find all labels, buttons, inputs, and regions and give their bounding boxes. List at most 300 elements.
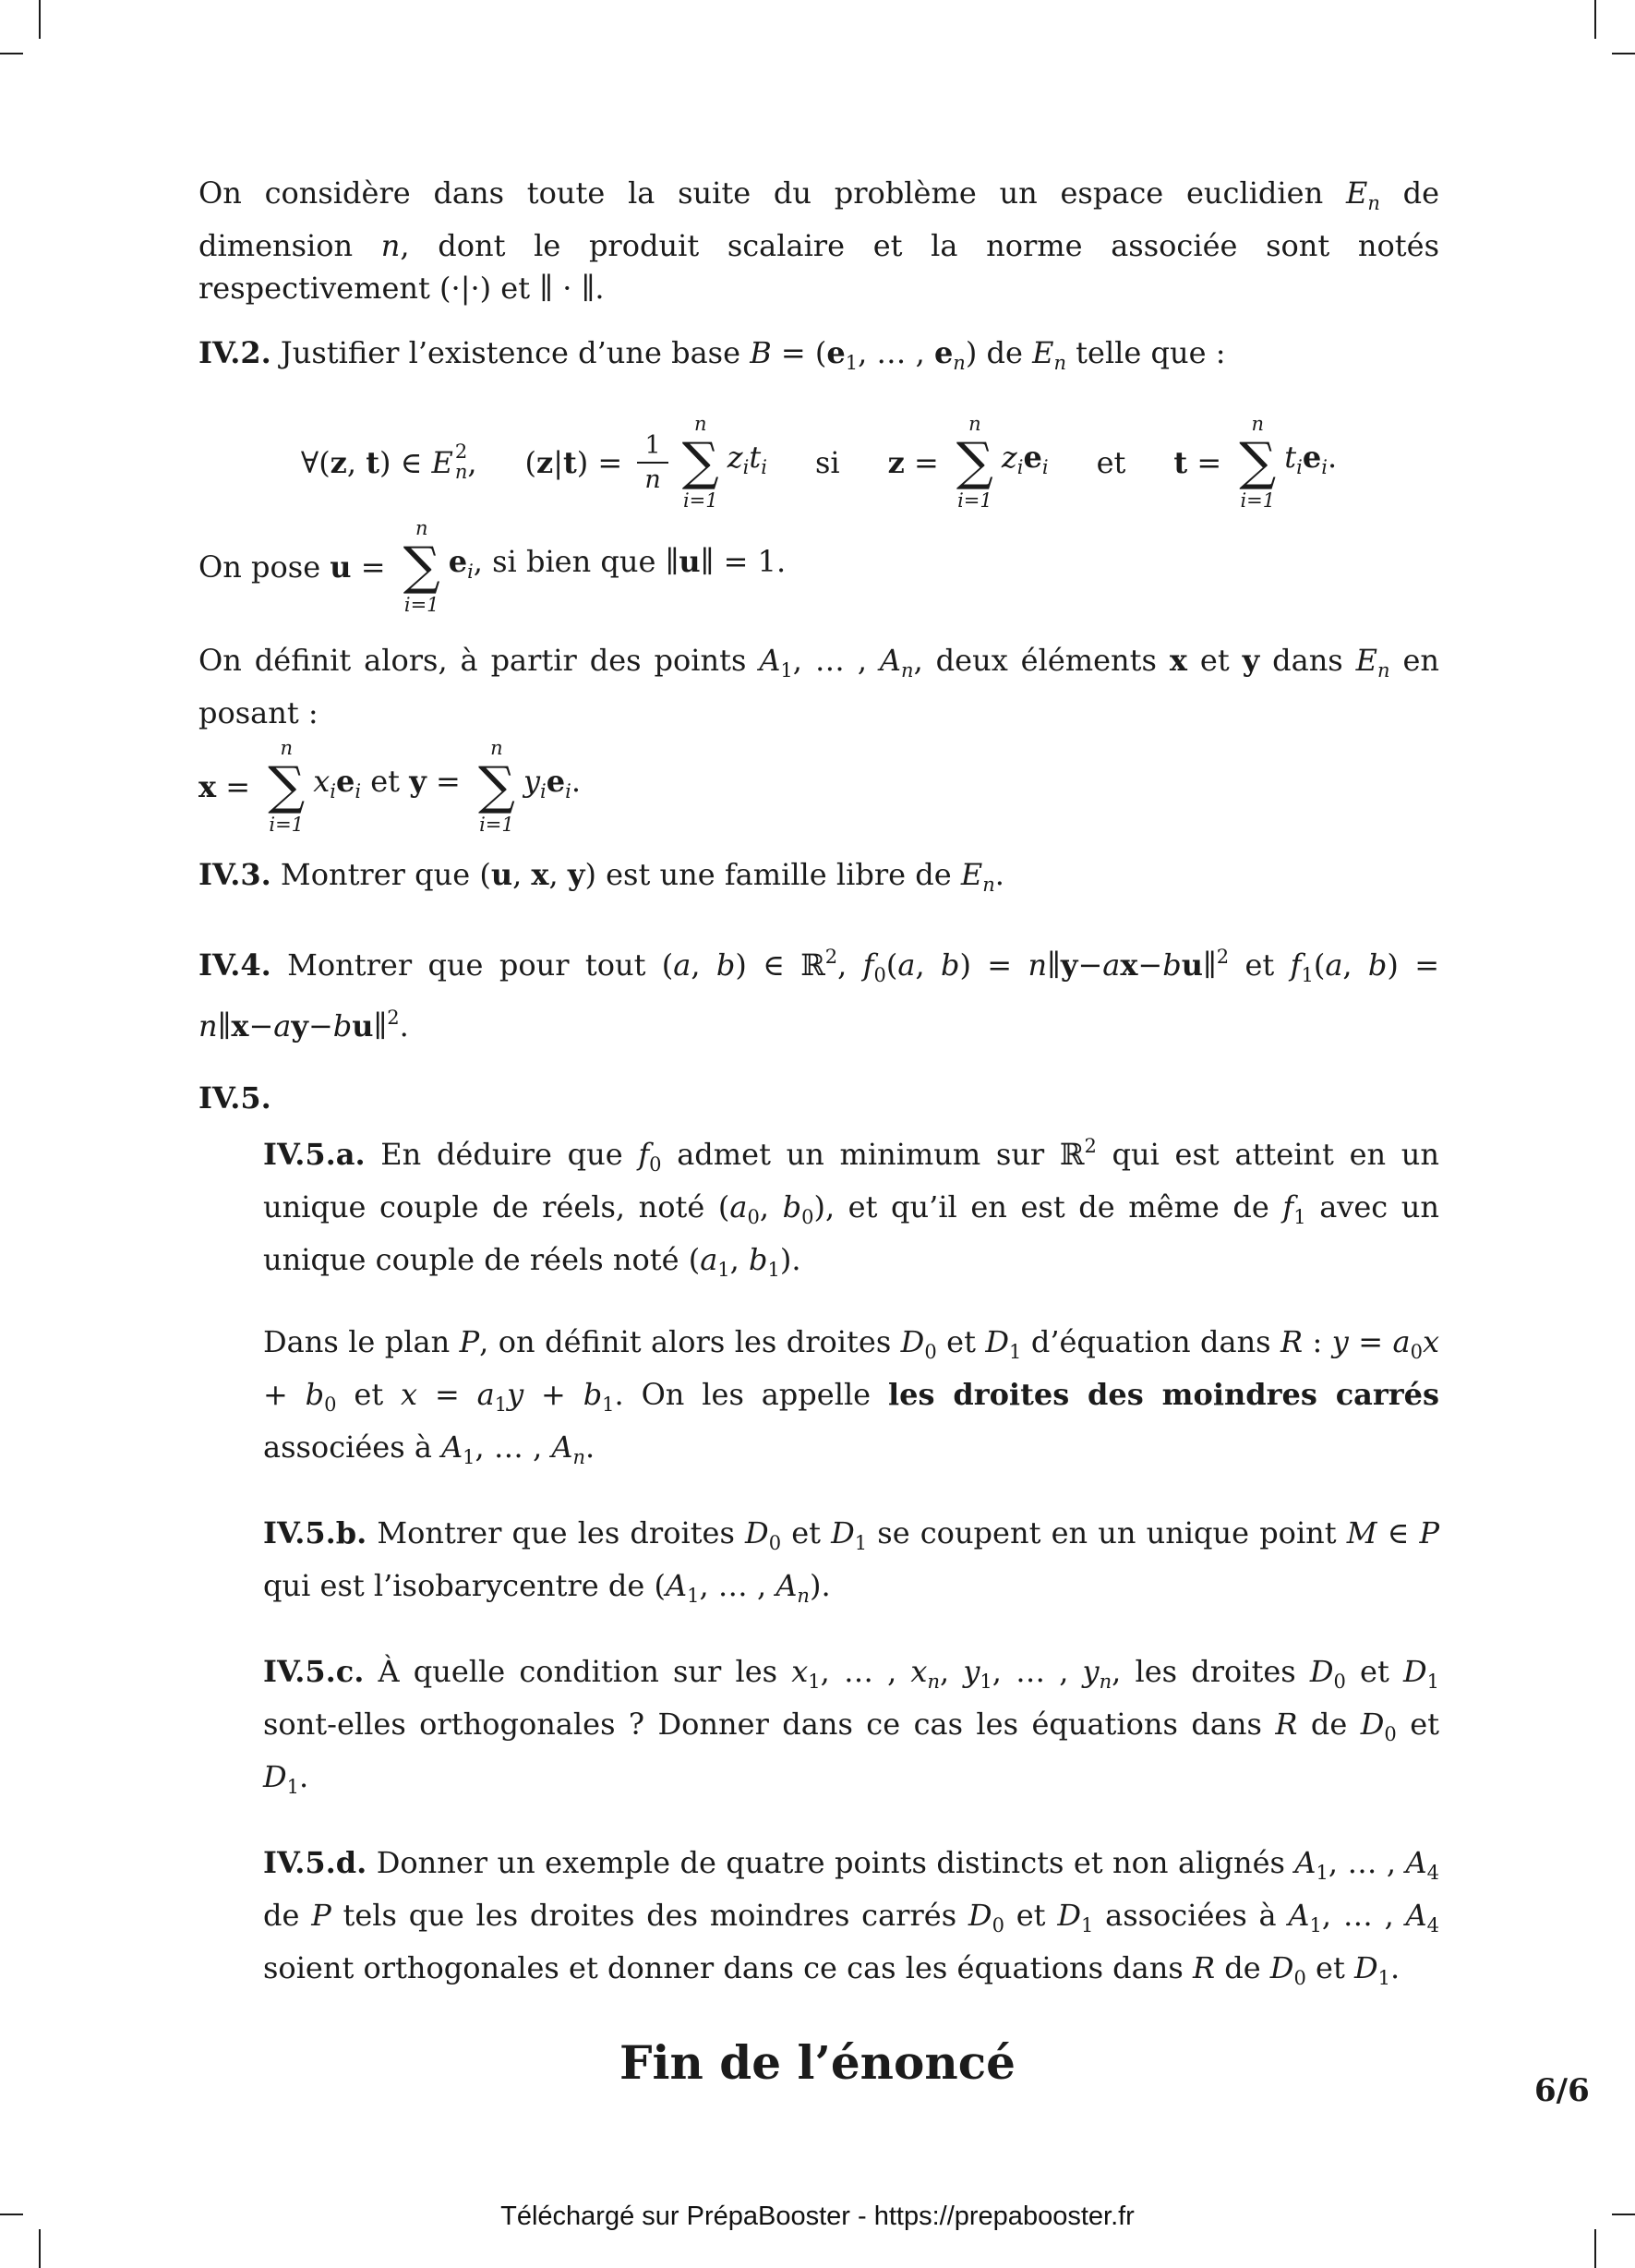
question-number: IV.5. — [198, 1080, 271, 1116]
sum-lower-limit: i=1 — [957, 489, 992, 513]
text-segment: et — [336, 1377, 402, 1413]
intro-paragraph — [198, 172, 1439, 309]
text-segment: , — [759, 1189, 783, 1225]
text-segment: 2 — [1084, 1135, 1097, 1158]
math-text — [301, 441, 453, 484]
text-segment: A — [1405, 1845, 1427, 1881]
text-segment: , — [691, 947, 716, 983]
text-segment: y — [1331, 1324, 1349, 1360]
math-text — [523, 760, 581, 813]
text-segment: t — [1284, 440, 1297, 476]
math-text — [313, 760, 470, 813]
text-segment: = — [216, 768, 260, 804]
text-segment: . — [1327, 440, 1338, 476]
text-segment: y — [409, 764, 427, 800]
text-segment: t — [562, 444, 577, 480]
text-segment: ), et qu’il en est de même de — [813, 1189, 1283, 1225]
text-segment: A — [1294, 1845, 1316, 1881]
summation-symbol — [956, 414, 993, 511]
text-segment: n — [982, 874, 995, 897]
question-iv3 — [198, 853, 1439, 906]
text-segment: z — [727, 440, 743, 476]
text-segment: + — [263, 1377, 306, 1413]
math-text — [1097, 441, 1126, 484]
fraction-numerator: 1 — [644, 430, 661, 460]
text-segment: et — [1345, 1654, 1403, 1690]
text-segment: = — [1348, 1324, 1393, 1360]
summation-symbol — [403, 518, 440, 615]
text-segment: IV.3. — [198, 857, 271, 893]
text-segment: 2 — [387, 1007, 400, 1030]
text-segment: 0 — [1293, 1967, 1306, 1990]
text-segment: x — [531, 857, 549, 893]
math-text — [198, 546, 395, 588]
subquestions-block — [263, 1125, 1439, 1999]
text-segment: − — [307, 1008, 333, 1044]
sigma-icon: ∑ — [1239, 432, 1277, 493]
text-segment: = — [426, 764, 470, 800]
math-text — [198, 766, 259, 808]
text-segment: P — [459, 1324, 480, 1360]
sigma-icon: ∑ — [268, 756, 306, 817]
text-segment: ∥ — [1047, 947, 1061, 983]
text-segment: e — [546, 764, 566, 800]
pose-statement — [198, 518, 1439, 615]
text-segment: et — [1186, 643, 1243, 679]
text-segment: a — [1325, 947, 1343, 983]
text-segment: x — [1120, 947, 1138, 983]
text-segment: R — [1275, 1707, 1298, 1743]
text-segment: En déduire que — [365, 1137, 639, 1173]
text-segment: ( — [1313, 947, 1326, 983]
sum-upper-limit: n — [694, 413, 707, 435]
text-segment: . — [571, 764, 581, 800]
text-segment: sont-elles orthogonales ? Donner dans ce cas les équations dans — [263, 1707, 1276, 1743]
text-segment: ∀( — [300, 444, 331, 480]
sigma-icon: ∑ — [681, 432, 719, 493]
text-segment: b — [715, 947, 736, 983]
text-segment: i — [1041, 456, 1049, 479]
text-segment: D — [1309, 1654, 1334, 1690]
sum-upper-limit: n — [415, 517, 428, 540]
crop-mark-top-right-horizontal — [1612, 53, 1635, 54]
text-segment: t — [366, 444, 379, 480]
text-segment: A — [1405, 1898, 1427, 1934]
text-segment: b — [782, 1189, 802, 1225]
question-iv5d — [263, 1841, 1439, 1999]
text-segment: 0 — [992, 1914, 1004, 1937]
text-segment: D — [263, 1759, 287, 1795]
text-segment: B — [750, 335, 772, 370]
text-segment: i — [330, 780, 336, 803]
text-segment: telle que : — [1065, 335, 1226, 370]
text-segment: y — [1082, 1654, 1100, 1690]
document-body — [198, 172, 1439, 2029]
sum-lower-limit: i=1 — [269, 814, 305, 837]
equation-forall-part — [301, 441, 477, 484]
text-segment: et — [361, 764, 410, 800]
text-segment: i — [467, 561, 474, 584]
text-segment: À quelle condition sur les — [364, 1654, 792, 1690]
text-segment: x — [198, 768, 217, 804]
text-segment: x — [231, 1008, 249, 1044]
text-segment: a — [673, 947, 691, 983]
text-segment: u — [490, 857, 513, 893]
text-segment: 1 — [1309, 1914, 1322, 1937]
text-segment: P — [311, 1898, 331, 1934]
text-segment: E — [1032, 335, 1054, 370]
text-segment: IV.5.a. — [263, 1137, 366, 1173]
text-segment: − — [248, 1008, 274, 1044]
text-segment: a — [897, 947, 916, 983]
text-segment: f — [862, 947, 874, 983]
text-segment: P — [1419, 1515, 1440, 1551]
summation-symbol — [682, 414, 719, 511]
text-segment: D — [831, 1515, 855, 1551]
text-segment: 1 — [717, 1259, 730, 1282]
text-segment: 1 — [854, 1532, 868, 1555]
text-segment: A — [441, 1430, 463, 1466]
crop-mark-bottom-right-vertical — [1594, 2229, 1596, 2268]
text-segment: x — [401, 1377, 418, 1413]
end-of-statement-title: Fin de l’énoncé — [619, 2035, 1016, 2090]
text-segment: 1 — [980, 1671, 992, 1694]
sum-upper-limit: n — [968, 413, 981, 435]
text-segment: 1 — [286, 1776, 300, 1799]
text-segment: R — [1280, 1324, 1304, 1360]
text-segment: , les droites — [1112, 1654, 1310, 1690]
text-segment: . — [585, 1430, 595, 1466]
text-segment: 1 — [1080, 1914, 1094, 1937]
text-segment: , — [548, 857, 568, 893]
text-segment: i — [1321, 456, 1328, 479]
text-segment: i — [1016, 456, 1024, 479]
superscript-subscript-stack — [455, 442, 468, 482]
text-segment: IV.5.b. — [263, 1515, 367, 1551]
text-segment: IV.5.c. — [263, 1654, 365, 1690]
text-segment: , dont le produit scalaire et la norme associée sont notés respectivement (·|·) et ∥ · ∥. — [198, 228, 1439, 306]
text-segment: , … , — [820, 1654, 911, 1690]
text-segment: a — [1102, 947, 1121, 983]
text-segment: , — [837, 947, 863, 983]
text-segment: , … , — [792, 643, 880, 679]
text-segment: 0 — [924, 1341, 937, 1364]
text-segment: qui est l’isobarycentre de ( — [263, 1568, 666, 1604]
text-segment: ) ∈ ℝ — [735, 947, 825, 983]
text-segment: A — [665, 1568, 688, 1604]
text-segment: a — [476, 1377, 495, 1413]
text-segment: b — [749, 1242, 768, 1278]
text-segment: u — [330, 549, 352, 585]
math-text — [467, 441, 476, 484]
text-segment: x — [1423, 1324, 1440, 1360]
text-segment: ) = — [959, 947, 1028, 983]
text-segment: 1 — [808, 1671, 821, 1694]
text-segment: i — [565, 780, 571, 803]
text-segment: D — [985, 1324, 1010, 1360]
text-segment: de — [1215, 1950, 1270, 1986]
summation-symbol — [478, 738, 515, 835]
text-segment: . — [399, 1008, 409, 1044]
text-segment: , deux éléments — [913, 643, 1170, 679]
text-segment: On pose — [198, 549, 331, 585]
text-segment: z — [887, 444, 905, 480]
text-segment: D — [1402, 1654, 1427, 1690]
text-segment: + — [523, 1377, 583, 1413]
text-segment: tels que les droites des moindres carrés — [331, 1898, 968, 1934]
text-segment: A — [759, 643, 781, 679]
text-segment: IV.5.d. — [263, 1845, 367, 1881]
text-segment: 1 — [602, 1393, 615, 1417]
text-segment: a — [273, 1008, 292, 1044]
text-segment: dans — [1259, 643, 1356, 679]
text-segment: e — [1302, 440, 1322, 476]
text-segment: f — [638, 1137, 650, 1173]
definition-equation — [198, 738, 1439, 835]
text-segment: 0 — [649, 1153, 662, 1176]
crop-mark-bottom-left-vertical — [39, 2229, 41, 2268]
text-segment: en posant : — [198, 643, 1440, 731]
text-segment: IV.2. — [198, 335, 271, 370]
text-segment: D — [745, 1515, 769, 1551]
text-segment: a — [1392, 1324, 1411, 1360]
sigma-icon: ∑ — [956, 432, 993, 493]
text-segment: = ( — [771, 335, 827, 370]
text-segment: n — [1377, 659, 1390, 682]
text-segment: , — [1342, 947, 1368, 983]
text-segment: A — [551, 1430, 573, 1466]
text-segment: A — [879, 643, 902, 679]
sigma-icon: ∑ — [403, 537, 440, 597]
text-segment: D — [968, 1898, 992, 1934]
definition-intro — [198, 639, 1439, 734]
equation-si-part — [815, 441, 840, 484]
text-segment: d’équation dans — [1021, 1324, 1281, 1360]
text-segment: ∥ — [217, 1008, 232, 1044]
text-segment: ∈ — [1377, 1515, 1420, 1551]
text-segment: et — [1305, 1950, 1354, 1986]
text-segment: ). — [809, 1568, 831, 1604]
text-segment: associées à — [1093, 1898, 1289, 1934]
text-segment: = — [904, 444, 948, 480]
text-segment: 1 — [1009, 1341, 1022, 1364]
text-segment: E — [431, 444, 453, 480]
plan-paragraph — [263, 1321, 1439, 1478]
text-segment: 0 — [801, 1206, 814, 1229]
text-segment: 0 — [768, 1532, 782, 1555]
text-segment: On définit alors, à partir des points — [198, 643, 760, 679]
text-segment: ∥ — [373, 1008, 388, 1044]
text-segment: D — [1360, 1707, 1385, 1743]
text-segment: ∥ = 1. — [700, 544, 787, 580]
text-segment: 1 — [780, 659, 793, 682]
question-iv5a — [263, 1125, 1439, 1291]
text-segment: 1 — [1293, 1206, 1306, 1229]
text-segment: 2 — [824, 946, 838, 969]
text-segment: et — [781, 1515, 832, 1551]
text-segment: ) ∈ — [379, 444, 432, 480]
crop-mark-top-left-vertical — [39, 0, 41, 39]
text-segment: Dans le plan — [263, 1324, 460, 1360]
text-segment: A — [775, 1568, 798, 1604]
text-segment: n — [953, 352, 966, 374]
text-segment: soient orthogonales et donner dans ce cas les équations dans — [263, 1950, 1193, 1986]
text-segment: f — [1290, 947, 1302, 983]
text-segment: D — [1269, 1950, 1294, 1986]
text-segment: Montrer que les droites — [367, 1515, 746, 1551]
text-segment: i — [355, 780, 362, 803]
text-segment: = — [351, 549, 395, 585]
text-segment: , … , — [699, 1568, 776, 1604]
text-segment: e — [1023, 440, 1042, 476]
text-segment: b — [332, 1008, 353, 1044]
math-text — [1284, 436, 1337, 489]
text-segment: t — [749, 440, 762, 476]
text-segment: 2 — [1216, 946, 1230, 969]
text-segment: i — [742, 456, 750, 479]
text-segment: n — [901, 659, 914, 682]
question-iv2 — [198, 332, 1439, 384]
question-iv5c — [263, 1650, 1439, 1808]
equation-z-part — [888, 414, 1049, 511]
text-segment: ( — [885, 947, 898, 983]
text-segment: ) est une famille libre de — [584, 857, 961, 893]
text-segment: , — [915, 947, 941, 983]
text-segment: de — [263, 1898, 312, 1934]
text-segment: − — [1077, 947, 1103, 983]
text-segment: b — [1162, 947, 1182, 983]
text-segment: i — [761, 456, 767, 479]
text-segment: : — [1303, 1324, 1332, 1360]
math-text — [727, 436, 767, 489]
text-segment: y — [291, 1008, 308, 1044]
text-segment: et — [936, 1324, 986, 1360]
text-segment: de dimension — [198, 175, 1440, 263]
sigma-icon: ∑ — [477, 756, 515, 817]
text-segment: Montrer que ( — [270, 857, 491, 893]
text-segment: 1 — [767, 1259, 780, 1282]
text-segment: i — [1296, 456, 1303, 479]
text-segment: z — [536, 444, 554, 480]
text-segment: e — [335, 764, 355, 800]
text-segment: = — [1187, 444, 1232, 480]
text-segment: − — [1137, 947, 1163, 983]
text-segment: 1 — [1426, 1671, 1440, 1694]
text-segment: e — [826, 335, 846, 370]
equation-t-part — [1173, 414, 1337, 511]
text-segment: a — [700, 1242, 718, 1278]
text-segment: A — [1288, 1898, 1310, 1934]
text-segment: E — [960, 857, 983, 893]
text-segment: n — [380, 228, 401, 263]
text-segment: et — [1004, 1898, 1058, 1934]
math-text — [1002, 436, 1049, 489]
text-segment: n — [1053, 352, 1066, 374]
text-segment: et — [1096, 444, 1126, 480]
text-segment: ( — [524, 444, 537, 480]
text-segment: 0 — [1333, 1671, 1346, 1694]
text-segment: 4 — [1426, 1914, 1440, 1937]
display-equation-iv2 — [198, 414, 1439, 511]
text-segment: si — [814, 444, 840, 480]
text-segment: se coupent en un unique point — [867, 1515, 1347, 1551]
exponent: 2 — [454, 440, 468, 464]
text-segment: x — [910, 1654, 928, 1690]
text-segment: n — [927, 1671, 940, 1694]
sum-upper-limit: n — [490, 737, 503, 760]
text-segment: y — [963, 1654, 980, 1690]
definition-statement — [198, 639, 1439, 835]
text-segment: y — [567, 857, 585, 893]
text-segment: b — [583, 1377, 603, 1413]
sum-lower-limit: i=1 — [682, 489, 718, 513]
text-segment: t — [1173, 444, 1188, 480]
text-segment: 0 — [324, 1393, 337, 1417]
math-text — [449, 540, 786, 593]
text-segment: ) de — [965, 335, 1033, 370]
text-segment: 1 — [845, 352, 859, 374]
text-segment: , — [467, 444, 477, 480]
text-segment: , … , — [992, 1654, 1083, 1690]
text-segment: = — [417, 1377, 477, 1413]
text-segment: y — [1242, 643, 1260, 679]
text-segment: x — [791, 1654, 809, 1690]
text-segment: y — [1060, 947, 1078, 983]
crop-mark-top-right-vertical — [1594, 0, 1596, 39]
text-segment: ). — [779, 1242, 801, 1278]
text-segment: ) = — [1387, 947, 1440, 983]
sum-upper-limit: n — [280, 737, 293, 760]
text-segment: , — [729, 1242, 749, 1278]
text-segment: associées à — [263, 1430, 442, 1466]
text-segment: 1 — [1377, 1967, 1390, 1990]
text-segment: z — [1001, 440, 1017, 476]
text-segment: e — [933, 335, 954, 370]
text-segment: , … , — [1328, 1845, 1406, 1881]
text-segment: , … , — [1321, 1898, 1406, 1934]
text-segment: avec un unique couple de réels noté ( — [263, 1189, 1440, 1278]
text-segment: n — [198, 1008, 218, 1044]
text-segment: , — [512, 857, 532, 893]
sum-lower-limit: i=1 — [1240, 489, 1276, 513]
sum-lower-limit: i=1 — [403, 594, 439, 617]
equation-et-part — [1097, 441, 1126, 484]
math-text — [888, 441, 948, 484]
text-segment: 0 — [1384, 1723, 1397, 1746]
text-segment: Montrer que pour tout ( — [270, 947, 674, 983]
text-segment: 4 — [1426, 1862, 1440, 1885]
equation-inner-product-part — [525, 414, 767, 511]
text-segment: ∥ — [1202, 947, 1217, 983]
text-segment: , on définit alors les droites — [479, 1324, 901, 1360]
text-segment: 1 — [1301, 964, 1314, 987]
question-iv5b — [263, 1512, 1439, 1617]
question-iv4 — [198, 935, 1439, 1047]
text-segment: a — [729, 1189, 748, 1225]
text-segment: . — [299, 1759, 309, 1795]
text-segment: et — [1229, 947, 1291, 983]
text-segment: y — [507, 1377, 524, 1413]
text-segment: IV.4. — [198, 947, 271, 983]
text-segment: . On les appelle — [614, 1377, 888, 1413]
text-segment: 0 — [1410, 1341, 1423, 1364]
text-segment: x — [1169, 643, 1187, 679]
text-segment: n — [1028, 947, 1048, 983]
text-segment: 0 — [873, 964, 886, 987]
fraction-one-over-n — [637, 430, 667, 494]
footer-download-credit: Téléchargé sur PrépaBooster - https://prepabooster.fr — [500, 2202, 1135, 2231]
question-iv5-label — [198, 1077, 1439, 1119]
